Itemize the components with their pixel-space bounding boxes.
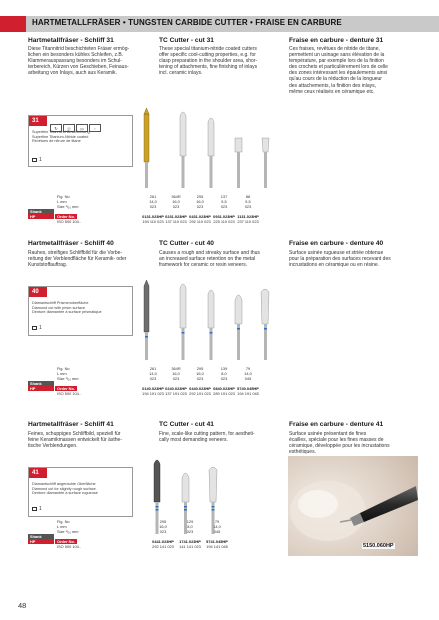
cut-code: 31 xyxy=(29,116,47,126)
cut-code-box xyxy=(28,467,133,517)
tool-261 xyxy=(144,280,149,360)
row-order: HP Order No. 0140.023HP 0240.023HP 0440.023HP 0840.023HP 5740.045HP xyxy=(30,386,259,391)
section-desc-en: Causes a rough and streaky surface and thus an increased surface retention on the metal framework for ceramic or resin veneers. xyxy=(159,250,260,269)
cut-code: 41 xyxy=(29,468,47,478)
cut-code: 40 xyxy=(29,287,47,297)
ceramic-icon: ◇ xyxy=(63,124,75,132)
cut-code-desc: Superfein Titannitrid Beschichtung Superfine Titanium-Nitride coated Revêtues de nitrure de titane xyxy=(32,130,90,144)
row-order: HP Order No. 0131.023HP 0231.023HP 0431.023HP 0931.023HP 1131.023HP xyxy=(30,214,259,219)
header-accent xyxy=(0,16,26,32)
row-shank: Shank xyxy=(28,534,243,539)
page-header-title: HARTMETALLFRÄSER • TUNGSTEN CARBIDE CUTTER • FRAISE EN CARBURE xyxy=(32,18,342,27)
spec-table: Fig. No 261 364R 295 137 88 L mm 14,0 16,0 16,0 5,5 5,5 Size ¹/₁₀ mm 023 023 023 023 023 Shank HP Order No. 0131.023HP 0231.023HP 0431.023HP 0931.023HP 1131.023HP ISO 500 104.. 194 110 023 137 110 023 292 110 023 225 110 023 237 110 023 xyxy=(28,194,288,226)
tool-illustrations xyxy=(140,280,300,365)
section-desc-de: Feines, schuppiges Schliffbild, speziell für feine Keramikmassen entwickelt für ästhe- tische Verblendungen. xyxy=(28,431,122,450)
section-desc-en: Fine, scale-like cutting pattern, for aestheti- cally most demanding veneers. xyxy=(159,431,255,444)
pack-icon xyxy=(32,507,37,511)
tool-illustrations xyxy=(140,108,300,193)
section-desc-de: Rauhes, streifiges Schliffbild für die Vorbe- reitung der Verblendfläche für Keramik- oder Kunststoffauftrag. xyxy=(28,250,127,269)
tool-79 xyxy=(261,289,269,360)
section-desc-de: Diese Titannitrid beschichteten Fräser ermög- lichen ein besonders kühles Schleifen, z.B. Klammerauspassung besonders im Schul- terbereich, Kürzen von Geschieben, Feinaus- arbeitung von Inlays, auch aus Keramik. xyxy=(28,46,130,77)
row-order: HP Order No. 0441.023HP 1741.023HP 5741.045HP xyxy=(30,539,228,544)
section-desc-fr: Surface usinée rugueuse et striée obtenue pour la préparation des surfaces recevant des incrustations en céramique ou en résine. xyxy=(289,250,391,269)
cut-code-box xyxy=(28,115,133,167)
rotation-icon: ↻ xyxy=(50,124,62,132)
page-number: 48 xyxy=(18,601,27,610)
tool-364r xyxy=(180,284,186,360)
metal-icon: ▭ xyxy=(76,124,88,132)
section-title-fr: Fraise en carbure - denture 41 xyxy=(289,421,384,428)
pack-icon xyxy=(32,326,37,330)
material-icons xyxy=(50,117,102,131)
section-desc-fr: Surface usinée présentant de fines écailles, spéciale pour les fines masses de céramique, développée pour les incrustations esthétiques. xyxy=(289,431,390,456)
section-desc-fr: Ces fraises, revêtues de nitride de titane, permettent un usinage sans élévation de la température, par exemple lors de la finition des crochets et particulièrement lors de celle des zones intéressant les épaulements ainsi qu'au cours de la réduction de la longueur des attachements, la finition des inlays, même ceux réalisés en céramique etc. xyxy=(289,46,388,95)
pack-icon xyxy=(32,158,37,162)
section-title-en: TC Cutter - cut 41 xyxy=(159,421,214,428)
section-title-de: Hartmetallfräser - Schliff 31 xyxy=(28,37,114,44)
section-title-de: Hartmetallfräser - Schliff 40 xyxy=(28,240,114,247)
tool-88 xyxy=(262,138,269,188)
tool-137 xyxy=(235,138,242,188)
tool-295 xyxy=(208,118,214,188)
tool-295 xyxy=(208,290,214,360)
photo-caption: 5150.060HP xyxy=(363,543,394,549)
cut-code-desc: Diamantschliff Prismenoberfläche Diamond cut with prism surface Denture diamantée à surface prismatique xyxy=(32,301,102,315)
section-title-de: Hartmetallfräser - Schliff 41 xyxy=(28,421,114,428)
row-shank: Shank xyxy=(28,381,288,386)
tool-364r xyxy=(180,112,186,188)
resin-icon: ◌ xyxy=(89,124,101,132)
spec-table: Fig. No 295 129 79 L mm 16,0 8,0 14,0 Size ¹/₁₀ mm 023 023 045 Shank HP Order No. 0441.023HP 1741.023HP 5741.045HP ISO 500 104.. 292 141 023 141 141 023 194 141 045 xyxy=(28,519,243,551)
handpiece-photo xyxy=(288,456,418,556)
section-title-en: TC Cutter - cut 40 xyxy=(159,240,214,247)
cut-code-desc: Diamantschliff angerauhte Oberfläche Diamond cut for slightly rough surface Denture diamantée à surface rugueuse xyxy=(32,482,98,496)
spec-table: Fig. No 261 364R 295 139 79 L mm 14,0 16,0 16,0 8,0 14,0 Size ¹/₁₀ mm 023 023 023 023 045 Shank HP Order No. 0140.023HP 0240.023HP 0440.023HP 0840.023HP 5740.045HP ISO 500 104.. 194 191 023 137 191 023 292 191 023 289 191 023 194 191 045 xyxy=(28,366,288,398)
tool-139 xyxy=(235,295,242,360)
section-desc-en: These special titanium-nitride coated cutters offer specific cool-cutting properties, e.g. for clasp preparation in the shoulder area, shor- tening of attachments, fine finishing of inlays incl. ceramic inlays. xyxy=(159,46,258,77)
pack-quantity: 1 xyxy=(32,506,42,512)
section-title-en: TC Cutter - cut 31 xyxy=(159,37,214,44)
header-bar xyxy=(0,16,439,32)
tool-261 xyxy=(144,108,149,188)
pack-quantity: 1 xyxy=(32,157,42,163)
pack-quantity: 1 xyxy=(32,325,42,331)
cut-code-box xyxy=(28,286,133,336)
section-title-fr: Fraise en carbure - denture 40 xyxy=(289,240,384,247)
row-shank: Shank xyxy=(28,209,288,214)
section-title-fr: Fraise en carbure - denture 31 xyxy=(289,37,384,44)
